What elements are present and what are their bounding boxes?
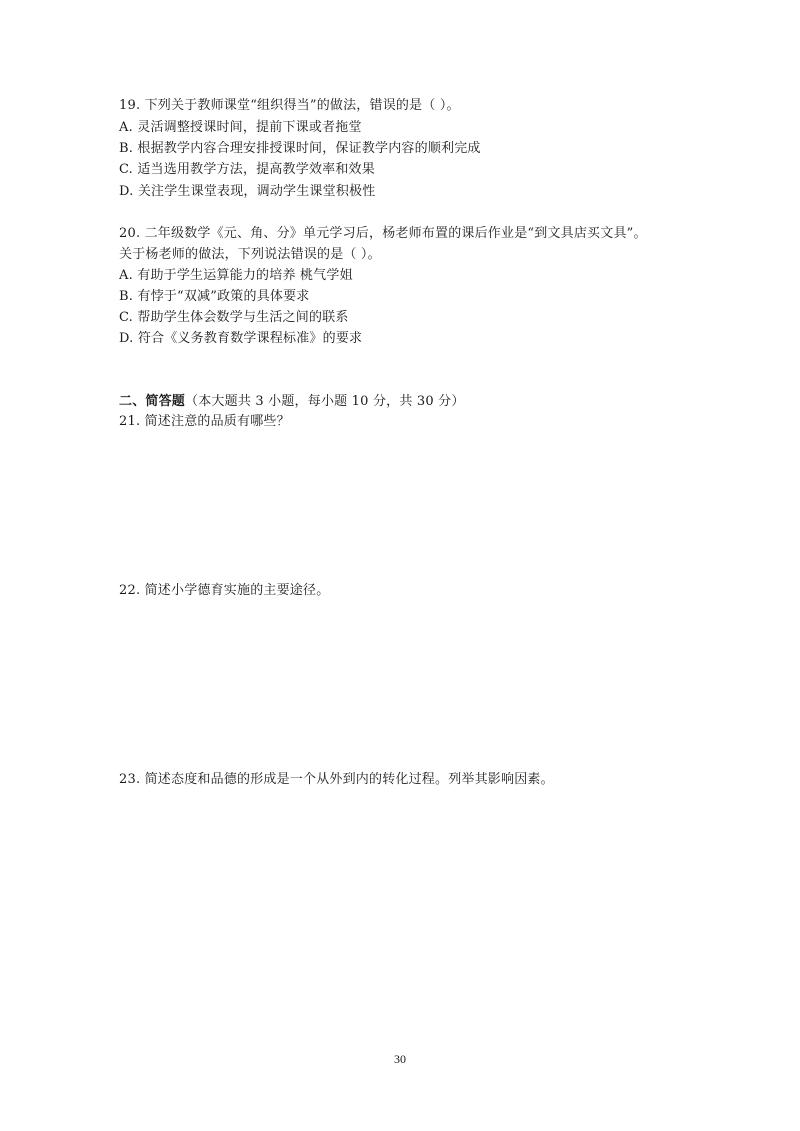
page-number: 30 <box>394 1052 406 1066</box>
question-21: 21. 简述注意的品质有哪些？ <box>119 414 290 429</box>
question-19-option-c: C. 适当选用教学方法，提高教学效率和效果 <box>119 162 375 177</box>
question-23: 23. 简述态度和品德的形成是一个从外到内的转化过程。列举其影响因素。 <box>119 772 554 787</box>
question-20-option-c: C. 帮助学生体会数学与生活之间的联系 <box>119 310 349 325</box>
question-20-option-b: B. 有悖于“双减”政策的具体要求 <box>119 289 310 304</box>
question-20-stem-line2: 关于杨老师的做法，下列说法错误的是（ ）。 <box>119 247 381 262</box>
question-19-option-b: B. 根据教学内容合理安排授课时间，保证教学内容的顺利完成 <box>119 141 481 156</box>
section-2-title-detail: （本大题共 3 小题，每小题 10 分，共 30 分） <box>185 394 465 409</box>
section-2-title <box>119 394 465 410</box>
question-19-option-d: D. 关注学生课堂表现，调动学生课堂积极性 <box>119 184 376 199</box>
question-20-option-a: A. 有助于学生运算能力的培养 桃气学姐 <box>119 268 353 283</box>
question-20-option-d: D. 符合《义务教育数学课程标准》的要求 <box>119 331 363 346</box>
question-20-stem-line1: 20. 二年级数学《元、角、分》单元学习后，杨老师布置的课后作业是“到文具店买文具”。 <box>119 226 647 241</box>
question-19-option-a: A. 灵活调整授课时间，提前下课或者拖堂 <box>119 120 362 135</box>
question-19-stem: 19. 下列关于教师课堂“组织得当”的做法，错误的是（ ）。 <box>119 98 460 113</box>
section-2-title-label: 二、简答题 <box>119 394 186 409</box>
question-22: 22. 简述小学德育实施的主要途径。 <box>119 583 330 598</box>
